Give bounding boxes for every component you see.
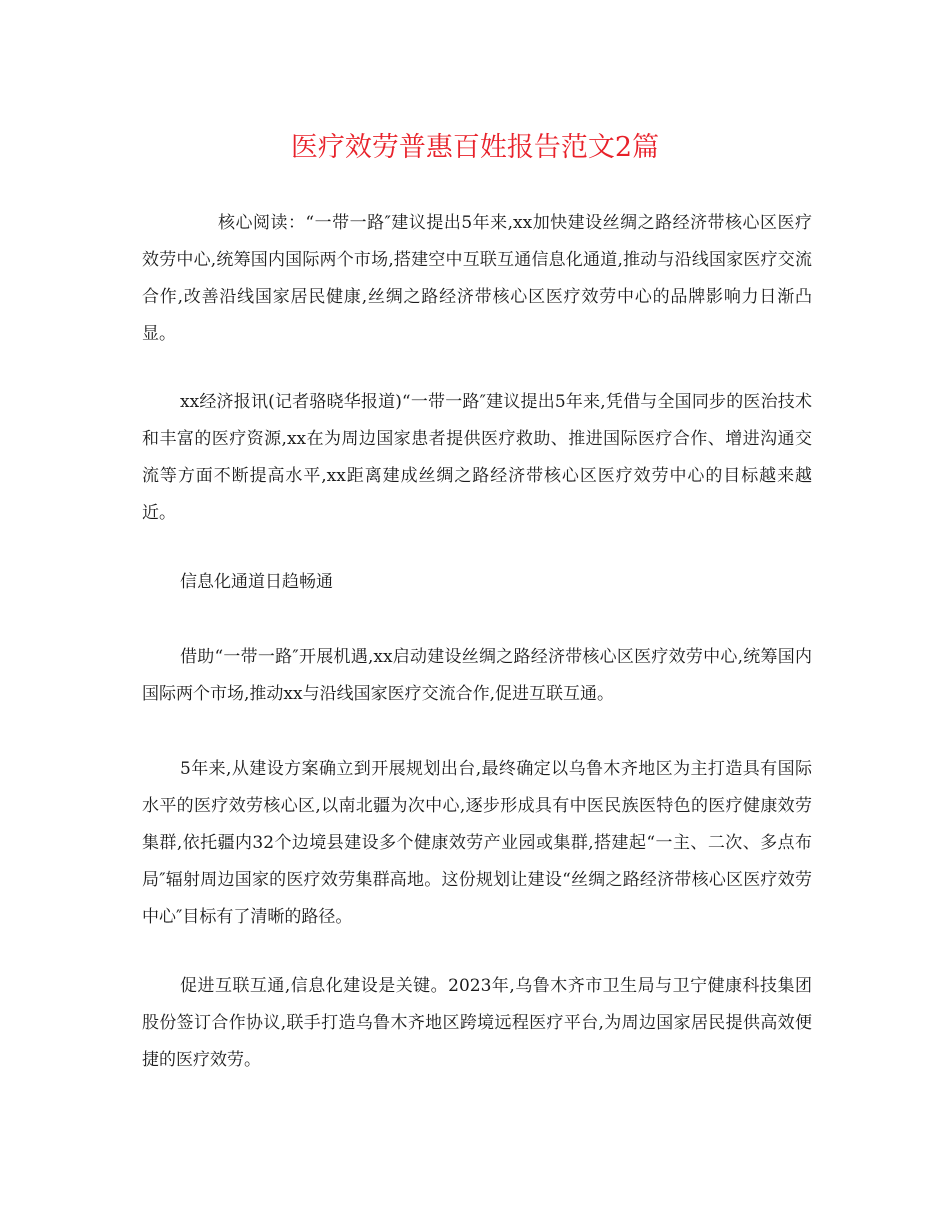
section-heading: 信息化通道日趋畅通	[180, 572, 333, 592]
body-paragraph-informatization: 促进互联互通,信息化建设是关键。2023年,乌鲁木齐市卫生局与卫宁健康科技集团股份签订合作协议,联手打造乌鲁木齐地区跨境远程医疗平台,为周边国家居民提供高效便捷的医疗效劳。	[142, 976, 812, 1070]
core-reading-paragraph: 核心阅读：“一带一路″建议提出5年来,xx加快建设丝绸之路经济带核心区医疗效劳中心,统筹国内国际两个市场,搭建空中互联互通信息化通道,推动与沿线国家医疗交流合作,改善沿线国家居民健康,丝绸之路经济带核心区医疗效劳中心的品牌影响力日渐凸显。	[142, 213, 812, 344]
news-lead-paragraph: xx经济报讯(记者骆晓华报道)“一带一路″建议提出5年来,凭借与全国同步的医治技术和丰富的医疗资源,xx在为周边国家患者提供医疗救助、推进国际医疗合作、增进沟通交流等方面不断提高水平,xx距离建成丝绸之路经济带核心区医疗效劳中心的目标越来越近。	[142, 392, 812, 523]
document-title: 医疗效劳普惠百姓报告范文2篇	[290, 132, 660, 163]
body-paragraph-opportunity: 借助“一带一路″开展机遇,xx启动建设丝绸之路经济带核心区医疗效劳中心,统筹国内国际两个市场,推动xx与沿线国家医疗交流合作,促进互联互通。	[142, 647, 812, 704]
body-paragraph-planning: 5年来,从建设方案确立到开展规划出台,最终确定以乌鲁木齐地区为主打造具有国际水平的医疗效劳核心区,以南北疆为次中心,逐步形成具有中医民族医特色的医疗健康效劳集群,依托疆内32个边境县建设多个健康效劳产业园或集群,搭建起“一主、二次、多点布局″辐射周边国家的医疗效劳集群高地。这份规划让建设“丝绸之路经济带核心区医疗效劳中心″目标有了清晰的路径。	[142, 759, 812, 927]
